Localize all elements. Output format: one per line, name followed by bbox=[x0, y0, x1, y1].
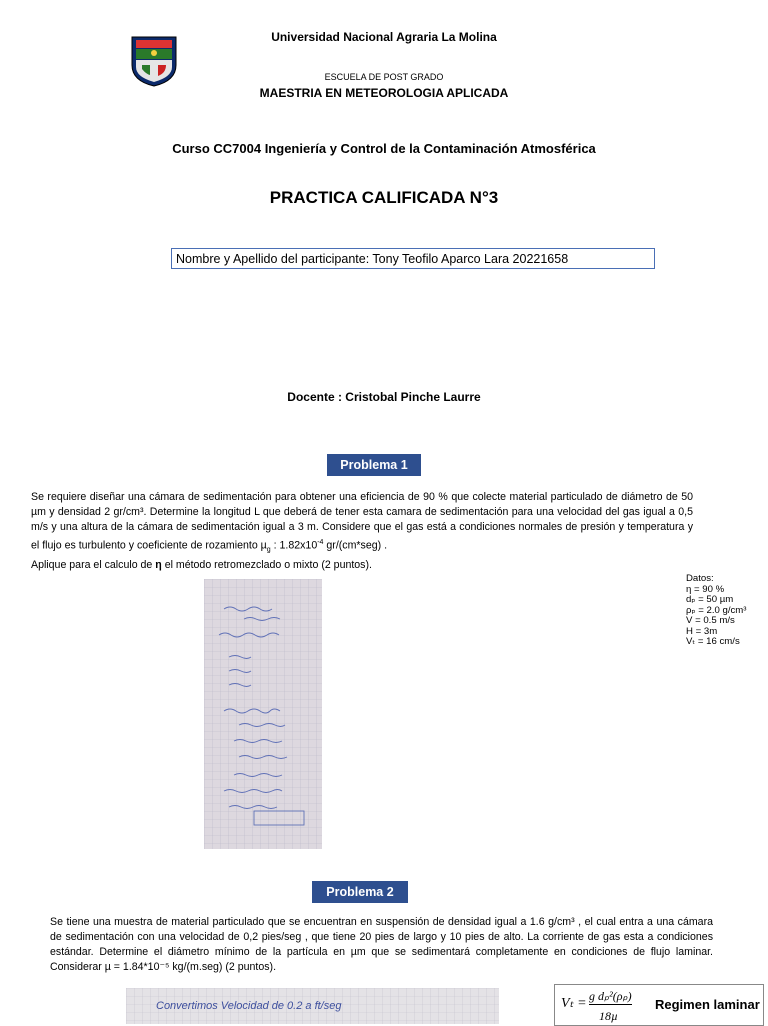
university-name: Universidad Nacional Agraria La Molina bbox=[271, 30, 497, 44]
formula-denominator: 18µ bbox=[599, 1009, 618, 1023]
problem1-label: Problema 1 bbox=[327, 454, 421, 476]
datos-block bbox=[686, 574, 766, 648]
course-title: Curso CC7004 Ingeniería y Control de la Contaminación Atmosférica bbox=[172, 141, 596, 156]
datos-v: V = 0.5 m/s bbox=[686, 615, 735, 626]
datos-rho: ρₚ = 2.0 g/cm³ bbox=[686, 604, 747, 616]
page-title: PRACTICA CALIFICADA N°3 bbox=[269, 188, 499, 207]
program-name: MAESTRIA EN METEOROLOGIA APLICADA bbox=[259, 86, 509, 100]
datos-heading: Datos: bbox=[686, 573, 714, 584]
datos-eta: η = 90 % bbox=[686, 583, 725, 595]
handwritten-solution-photo bbox=[204, 579, 322, 849]
participant-box: Nombre y Apellido del participante: Tony Teofilo Aparco Lara 20221658 bbox=[171, 248, 655, 269]
datos-dp: dₚ = 50 µm bbox=[686, 594, 734, 605]
problem1-text: Se requiere diseñar una cámara de sedimentación para obtener una eficiencia de 90 % que colecte material particulado de diámetro de 50 µm y densidad 2 gr/cm³. Determine la longitud L que deberá de tener esta camara de sedimentación para una velocidad del gas igual a 0,5 m/s y una altura de la cámara de sedimentación igual a 3 m. Considere que el gas está a condiciones normales de presión y temperatura y el flujo es turbulento y coeficiente de rozamiento µ$_g$ : $1.82x10^{-4}$ gr/(cm*seg) . Aplique para el calculo de η el método retromezclado o mixto (2 puntos). bbox=[31, 491, 693, 571]
datos-vt: Vₜ = 16 cm/s bbox=[686, 636, 740, 647]
formula-numerator: g dₚ²(ρₚ) bbox=[589, 989, 632, 1003]
school-name: ESCUELA DE POST GRADO bbox=[324, 72, 444, 82]
datos-h: H = 3m bbox=[686, 625, 718, 637]
problem2-text: Se tiene una muestra de material particulado que se encuentran en suspensión de densidad igual a 1.6 g/cm³ , el cual entra a una cámara de sedimentación con una velocidad de 0,2 pies/seg , que tiene 20 pies de largo y 10 pies de alto. La corriente de gas esta a condiciones estándar. Determine el diámetro mínimo de la partícula en µm que se sedimentará completamente en condiciones de flujo laminar. Considerar µ = 1.84*10⁻⁵ kg/(m.seg) (2 puntos). bbox=[50, 916, 713, 973]
formula-lhs: Vₜ = bbox=[561, 996, 587, 1011]
formula-label: Regimen laminar bbox=[655, 997, 760, 1012]
handwritten-note: Convertimos Velocidad de 0.2 a ft/seg bbox=[156, 1000, 342, 1012]
handwritten-solution-photo-2 bbox=[126, 988, 499, 1024]
formula-box bbox=[554, 984, 764, 1026]
problem2-label: Problema 2 bbox=[312, 881, 408, 903]
docente: Docente : Cristobal Pinche Laurre bbox=[287, 390, 481, 404]
